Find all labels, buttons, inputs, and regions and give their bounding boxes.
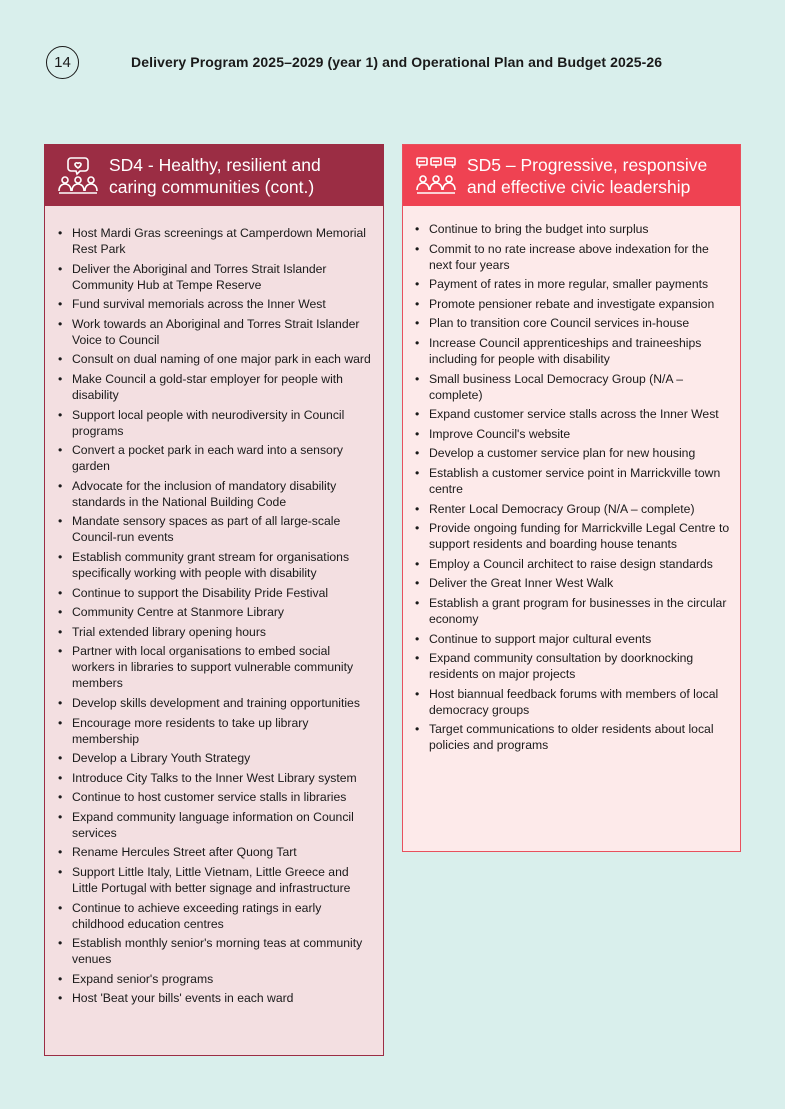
list-item: • Deliver the Aboriginal and Torres Strait Islander Community Hub at Tempe Reserve [58, 261, 373, 293]
list-item: • Renter Local Democracy Group (N/A – complete) [415, 501, 730, 517]
list-item: • Partner with local organisations to embed social workers in libraries to support vulnerable community members [58, 643, 373, 691]
sd4-header [45, 145, 383, 206]
list-item: • Commit to no rate increase above indexation for the next four years [415, 241, 730, 273]
list-item: • Work towards an Aboriginal and Torres Strait Islander Voice to Council [58, 316, 373, 348]
list-item: • Develop a Library Youth Strategy [58, 750, 373, 766]
list-item: • Improve Council's website [415, 426, 730, 442]
list-item: • Support local people with neurodiversity in Council programs [58, 407, 373, 439]
sd5-header [403, 145, 740, 206]
list-item: • Continue to achieve exceeding ratings in early childhood education centres [58, 900, 373, 932]
list-item: • Make Council a gold-star employer for people with disability [58, 371, 373, 403]
list-item: • Fund survival memorials across the Inner West [58, 296, 373, 312]
list-item: • Increase Council apprenticeships and traineeships including for people with disability [415, 335, 730, 367]
sd4-title: SD4 - Healthy, resilient and caring communities (cont.) [109, 154, 321, 197]
list-item: • Target communications to older residents about local policies and programs [415, 721, 730, 753]
list-item: • Establish monthly senior's morning teas at community venues [58, 935, 373, 967]
list-item: • Continue to host customer service stalls in libraries [58, 789, 373, 805]
list-item: • Continue to support the Disability Pride Festival [58, 585, 373, 601]
list-item: • Employ a Council architect to raise design standards [415, 556, 730, 572]
list-item: • Expand customer service stalls across the Inner West [415, 406, 730, 422]
list-item: • Advocate for the inclusion of mandatory disability standards in the National Building Code [58, 478, 373, 510]
sd5-action-list [403, 206, 740, 753]
civic-meeting-icon [415, 155, 457, 197]
list-item: • Host Mardi Gras screenings at Camperdown Memorial Rest Park [58, 225, 373, 257]
list-item: • Establish community grant stream for organisations specifically working with people with disability [58, 549, 373, 581]
document-title: Delivery Program 2025–2029 (year 1) and Operational Plan and Budget 2025-26 [131, 54, 663, 70]
page-number: 14 [46, 46, 79, 79]
list-item: • Convert a pocket park in each ward into a sensory garden [58, 442, 373, 474]
list-item: • Small business Local Democracy Group (N/A – complete) [415, 371, 730, 403]
list-item: • Establish a customer service point in Marrickville town centre [415, 465, 730, 497]
list-item: • Host biannual feedback forums with members of local democracy groups [415, 686, 730, 718]
list-item: • Encourage more residents to take up library membership [58, 715, 373, 747]
list-item: • Expand community consultation by doorknocking residents on major projects [415, 650, 730, 682]
sd4-action-list [45, 206, 383, 1006]
list-item: • Mandate sensory spaces as part of all large-scale Council-run events [58, 513, 373, 545]
list-item: • Payment of rates in more regular, smaller payments [415, 276, 730, 292]
list-item: • Host 'Beat your bills' events in each ward [58, 990, 373, 1006]
list-item: • Continue to bring the budget into surplus [415, 221, 730, 237]
sd5-title: SD5 – Progressive, responsive and effective civic leadership [467, 154, 708, 197]
list-item: • Rename Hercules Street after Quong Tart [58, 844, 373, 860]
list-item: • Plan to transition core Council services in-house [415, 315, 730, 331]
list-item: • Trial extended library opening hours [58, 624, 373, 640]
list-item: • Community Centre at Stanmore Library [58, 604, 373, 620]
list-item: • Establish a grant program for businesses in the circular economy [415, 595, 730, 627]
list-item: • Provide ongoing funding for Marrickville Legal Centre to support residents and boarding house tenants [415, 520, 730, 552]
community-speech-icon [57, 155, 99, 197]
list-item: • Support Little Italy, Little Vietnam, Little Greece and Little Portugal with better signage and infrastructure [58, 864, 373, 896]
list-item: • Consult on dual naming of one major park in each ward [58, 351, 373, 367]
list-item: • Promote pensioner rebate and investigate expansion [415, 296, 730, 312]
list-item: • Develop skills development and training opportunities [58, 695, 373, 711]
list-item: • Expand senior's programs [58, 971, 373, 987]
list-item: • Deliver the Great Inner West Walk [415, 575, 730, 591]
list-item: • Continue to support major cultural events [415, 631, 730, 647]
list-item: • Introduce City Talks to the Inner West Library system [58, 770, 373, 786]
sd4-panel [44, 144, 384, 1056]
sd5-panel [402, 144, 741, 852]
list-item: • Develop a customer service plan for new housing [415, 445, 730, 461]
list-item: • Expand community language information on Council services [58, 809, 373, 841]
